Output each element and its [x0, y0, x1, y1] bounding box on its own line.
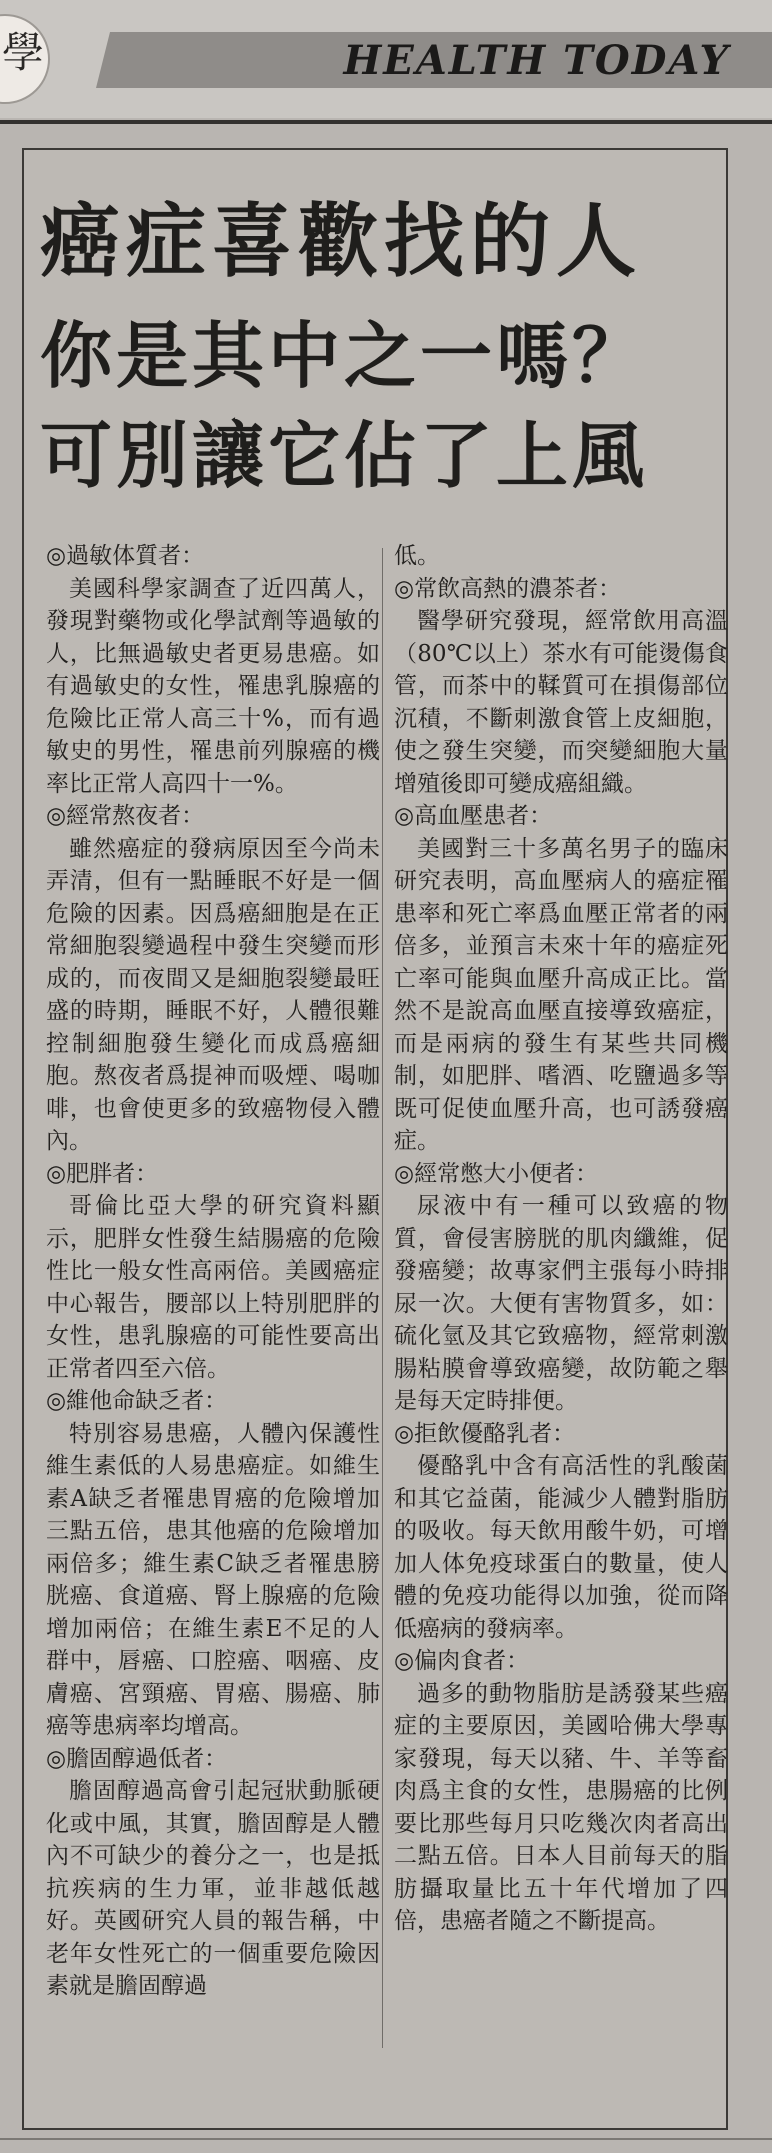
article-column-left [46, 540, 380, 2003]
section-text-yogurt: 優酪乳中含有高活性的乳酸菌和其它益菌，能減少人體對脂肪的吸收。每天飲用酸牛奶，可增加人体免疫球蛋白的數量，使人體的免疫功能得以加強，從而降低癌病的發病率。 [394, 1453, 728, 1642]
section-heading-holding: ◎經常憋大小便者： [394, 1160, 599, 1187]
section-text-obese: 哥倫比亞大學的研究資料顯示，肥胖女性發生結腸癌的危險性比一般女性高兩倍。美國癌症中心報告，腰部以上特別肥胖的女性，患乳腺癌的可能性要高出正常者四至六倍。 [46, 1193, 380, 1382]
section-text-cholesterol: 膽固醇過高會引起冠狀動脈硬化或中風，其實，膽固醇是人體內不可缺少的養分之一，也是抵抗疾病的生力軍，並非越低越好。英國研究人員的報告稱，中老年女性死亡的一個重要危險因素就是膽固醇過 [46, 1778, 380, 1999]
section-text-meat: 過多的動物脂肪是誘發某些癌症的主要原因，美國哈佛大學專家發現，每天以豬、牛、羊等畜肉爲主食的女性，患腸癌的比例要比那些每月只吃幾次肉者高出二點五倍。日本人目前每天的脂肪攝取量比五十年代增加了四倍，患癌者隨之不斷提高。 [394, 1680, 728, 1934]
section-text-allergy: 美國科學家調查了近四萬人，發現對藥物或化學試劑等過敏的人，比無過敏史者更易患癌。如有過敏史的女性，罹患乳腺癌的危險比正常人高三十%，而有過敏史的男性，罹患前列腺癌的機率比正常人高四十一%。 [46, 575, 380, 797]
section-text-hypertension: 美國對三十多萬名男子的臨床研究表明，高血壓病人的癌症罹患率和死亡率爲血壓正常者的兩倍多，並預言未來十年的癌症死亡率可能與血壓升高成正比。當然不是說高血壓直接導致癌症，而是兩病的發生有某些共同機制，如肥胖、嗜酒、吃鹽過多等既可促使血壓升高，也可誘發癌症。 [394, 835, 728, 1154]
continuation-text: 低。 [394, 543, 440, 569]
headline-line-2: 你是其中之一嗎？ [40, 314, 649, 398]
section-heading-late-night: ◎經常熬夜者： [46, 803, 205, 829]
article-column-right [394, 540, 728, 1938]
section-text-vitamin: 特別容易患癌，人體內保護性維生素低的人易患癌症。如維生素A缺乏者罹患胃癌的危險增加三點五倍，患其他癌的危險增加兩倍多；維生素C缺乏者罹患膀胱癌、食道癌、腎上腺癌的危險增加兩倍；在維生素E不足的人群中，唇癌、口腔癌、咽癌、皮膚癌、宮頸癌、胃癌、腸癌、肺癌等患病率均增高。 [46, 1420, 380, 1739]
section-banner-label: HEALTH TODAY [343, 37, 730, 84]
section-heading-yogurt: ◎拒飲優酪乳者： [394, 1420, 576, 1447]
header-rule [0, 120, 772, 124]
headline-line-1: 癌症喜歡找的人 [40, 195, 642, 288]
section-badge-char: 學 [2, 28, 45, 77]
section-heading-obese: ◎肥胖者： [46, 1160, 159, 1187]
section-text-late-night: 雖然癌症的發病原因至今尚未弄清，但有一點睡眠不好是一個危險的因素。因爲癌細胞是在正常細胞裂變過程中發生突變而形成的，而夜間又是細胞裂變最旺盛的時期，睡眠不好，人體很難控制細胞發生變化而成爲癌細胞。熬夜者爲提神而吸煙、喝咖啡，也會使更多的致癌物侵入體內。 [46, 835, 380, 1154]
section-text-hot-tea: 醫學研究發現，經常飲用高溫（80℃以上）茶水有可能燙傷食管，而茶中的鞣質可在損傷部位沉積，不斷刺激食管上皮細胞，使之發生突變，而突變細胞大量增殖後即可變成癌組織。 [394, 608, 728, 797]
footer-rule [0, 2138, 772, 2140]
section-heading-hot-tea: ◎常飲高熱的濃茶者： [394, 575, 622, 602]
section-text-holding: 尿液中有一種可以致癌的物質，會侵害膀胱的肌肉纖維，促發癌變；故專家們主張每小時排尿一次。大便有害物質多，如：硫化氫及其它致癌物，經常刺激腸粘膜會導致癌變，故防範之舉是每天定時排便。 [394, 1193, 728, 1414]
section-heading-hypertension: ◎高血壓患者： [394, 803, 553, 829]
headline-line-3: 可別讓它佔了上風 [40, 414, 649, 498]
column-divider [382, 548, 383, 2048]
section-heading-cholesterol: ◎膽固醇過低者： [46, 1745, 228, 1772]
section-heading-allergy: ◎過敏体質者： [46, 543, 205, 569]
section-heading-vitamin: ◎維他命缺乏者： [46, 1388, 228, 1414]
section-heading-meat: ◎偏肉食者： [394, 1648, 530, 1674]
